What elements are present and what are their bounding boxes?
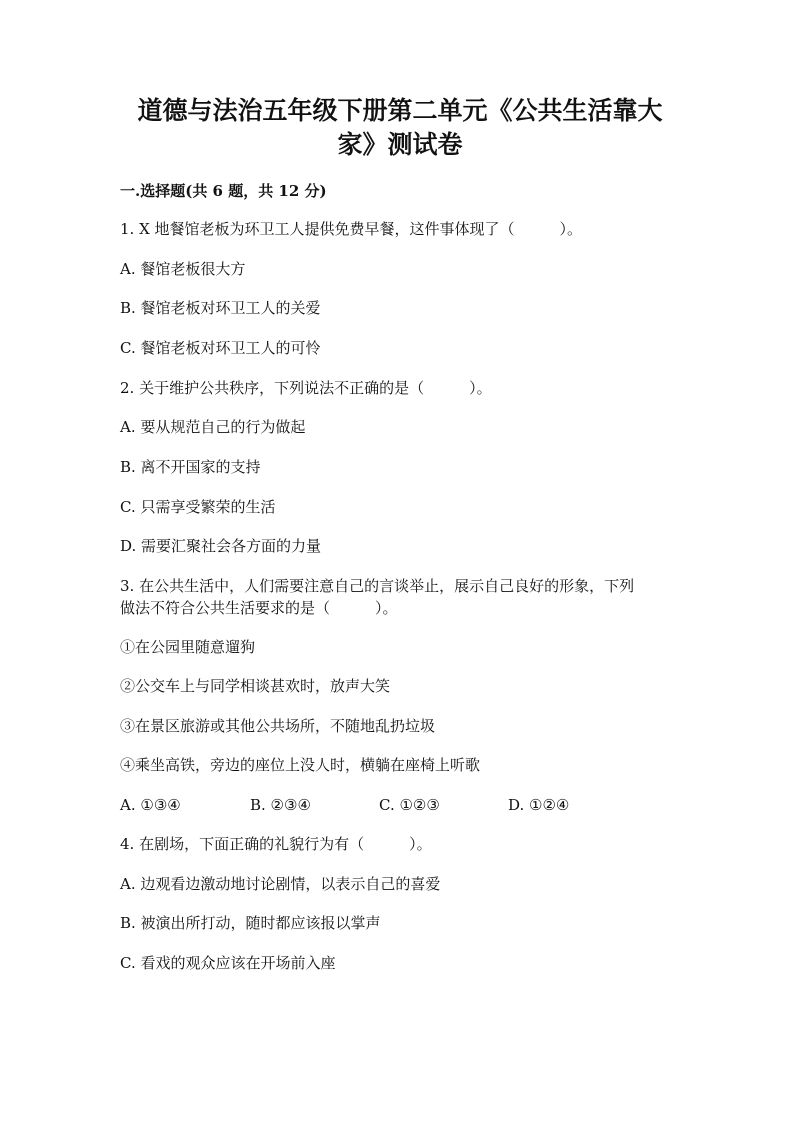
question-3-stem-line-1: 3. 在公共生活中，人们需要注意自己的言谈举止，展示自己良好的形象，下列 [120,577,635,595]
question-3-stem-line-2: 做法不符合公共生活要求的是（ ）。 [120,599,398,617]
section-heading: 一.选择题(共 6 题，共 12 分) [120,182,327,200]
question-1-option-a: A. 餐馆老板很大方 [120,260,246,278]
question-4-option-a: A. 边观看边激动地讨论剧情，以表示自己的喜爱 [120,875,441,893]
question-3-choice-b: B. ②③④ [250,796,311,814]
question-4-stem: 4. 在剧场，下面正确的礼貌行为有（ ）。 [120,835,432,853]
question-4-option-c: C. 看戏的观众应该在开场前入座 [120,954,336,972]
page-title-line-2: 家》测试卷 [337,130,463,159]
question-3-item-2: ②公交车上与同学相谈甚欢时，放声大笑 [120,677,391,695]
question-1-option-b: B. 餐馆老板对环卫工人的关爱 [120,299,321,317]
question-2-option-a: A. 要从规范自己的行为做起 [120,418,306,436]
question-4-option-b: B. 被演出所打动，随时都应该报以掌声 [120,914,381,932]
question-1-option-c: C. 餐馆老板对环卫工人的可怜 [120,339,321,357]
question-2-option-b: B. 离不开国家的支持 [120,458,261,476]
question-3-item-1: ①在公园里随意遛狗 [120,638,256,656]
question-2-stem: 2. 关于维护公共秩序，下列说法不正确的是（ ）。 [120,379,492,397]
page-title-line-1: 道德与法治五年级下册第二单元《公共生活靠大 [137,96,663,125]
question-3-choice-d: D. ①②④ [508,796,570,814]
question-3-choices [120,795,680,815]
question-1-stem: 1. X 地餐馆老板为环卫工人提供免费早餐，这件事体现了（ ）。 [120,220,583,238]
question-2-option-c: C. 只需享受繁荣的生活 [120,498,276,516]
question-2-option-d: D. 需要汇聚社会各方面的力量 [120,537,322,555]
question-3-choice-a: A. ①③④ [120,796,181,814]
question-3-item-4: ④乘坐高铁，旁边的座位上没人时，横躺在座椅上听歌 [120,756,481,774]
question-3-item-3: ③在景区旅游或其他公共场所，不随地乱扔垃圾 [120,717,436,735]
question-3-choice-c: C. ①②③ [379,796,440,814]
